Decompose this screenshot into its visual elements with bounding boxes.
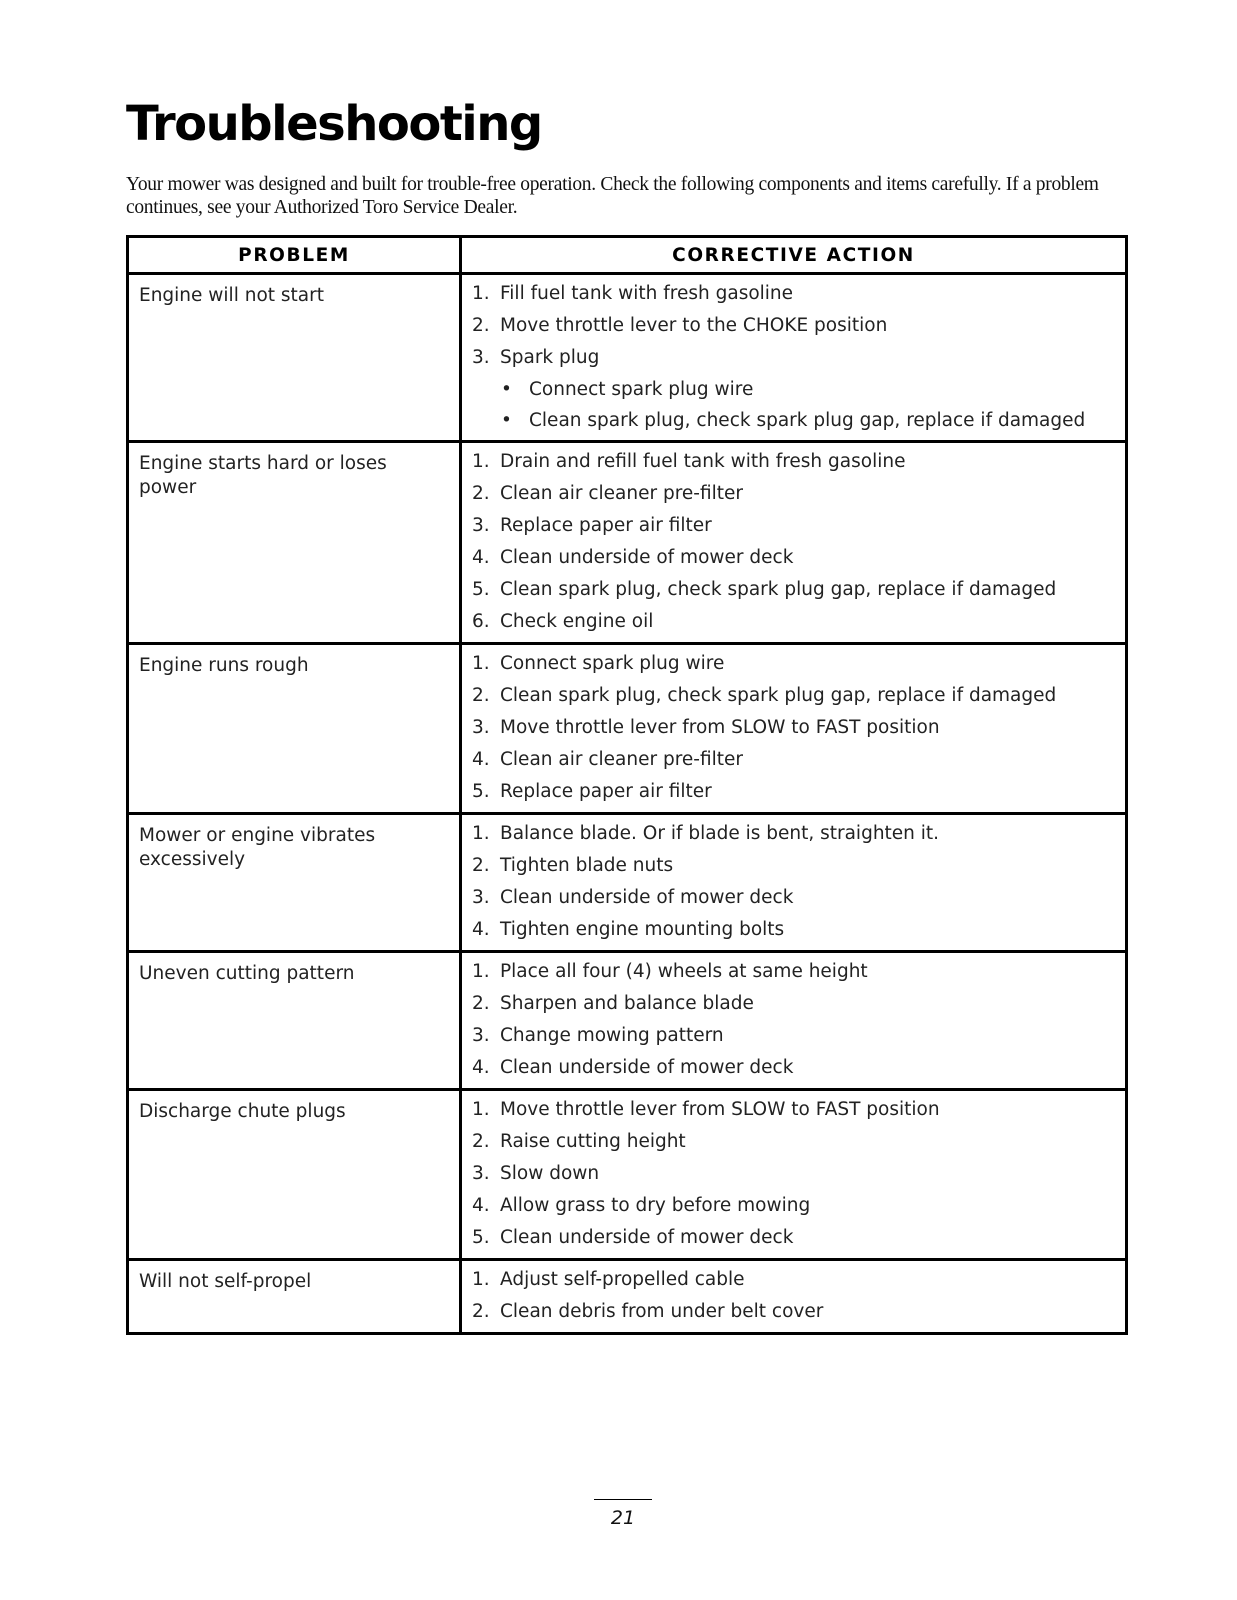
table-row bbox=[128, 644, 1127, 814]
action-bullet bbox=[472, 378, 1115, 409]
action-step bbox=[472, 1226, 1115, 1258]
step-number: 3. bbox=[472, 887, 490, 908]
step-number: 2. bbox=[472, 685, 490, 706]
step-number: 3. bbox=[472, 1163, 490, 1184]
step-text: Replace paper air filter bbox=[500, 515, 712, 536]
step-text: Tighten blade nuts bbox=[500, 855, 674, 876]
step-text: Clean spark plug, check spark plug gap, replace if damaged bbox=[500, 685, 1057, 706]
step-text: Clean underside of mower deck bbox=[500, 547, 794, 568]
step-number: 2. bbox=[472, 1131, 490, 1152]
table-header-row bbox=[128, 237, 1127, 274]
step-number: 3. bbox=[472, 717, 490, 738]
step-text: Sharpen and balance blade bbox=[500, 993, 754, 1014]
step-text: Fill fuel tank with fresh gasoline bbox=[500, 283, 794, 304]
action-step bbox=[472, 652, 1115, 684]
step-number: 4. bbox=[472, 547, 490, 568]
problem-column-header: PROBLEM bbox=[128, 237, 461, 274]
action-step bbox=[472, 1024, 1115, 1056]
step-number: 4. bbox=[472, 1195, 490, 1216]
action-step bbox=[472, 1268, 1115, 1300]
corrective-action-column-header: CORRECTIVE ACTION bbox=[461, 237, 1127, 274]
page-title: Troubleshooting bbox=[126, 96, 542, 152]
problem-cell: Discharge chute plugs bbox=[128, 1090, 461, 1260]
troubleshooting-table bbox=[126, 235, 1128, 1335]
table-row bbox=[128, 1260, 1127, 1334]
step-number: 1. bbox=[472, 653, 490, 674]
step-number: 1. bbox=[472, 1099, 490, 1120]
step-text: Clean underside of mower deck bbox=[500, 1227, 794, 1248]
action-step bbox=[472, 684, 1115, 716]
step-number: 2. bbox=[472, 483, 490, 504]
action-step bbox=[472, 450, 1115, 482]
action-step bbox=[472, 780, 1115, 812]
step-text: Place all four (4) wheels at same height bbox=[500, 961, 868, 982]
step-number: 1. bbox=[472, 823, 490, 844]
action-step bbox=[472, 314, 1115, 346]
action-cell bbox=[461, 814, 1127, 952]
step-text: Move throttle lever from SLOW to FAST position bbox=[500, 1099, 940, 1120]
action-step bbox=[472, 282, 1115, 314]
action-step bbox=[472, 1194, 1115, 1226]
action-step bbox=[472, 482, 1115, 514]
step-text: Raise cutting height bbox=[500, 1131, 686, 1152]
action-cell bbox=[461, 952, 1127, 1090]
action-step bbox=[472, 346, 1115, 378]
step-text: Drain and refill fuel tank with fresh gasoline bbox=[500, 451, 906, 472]
intro-paragraph: Your mower was designed and built for trouble-free operation. Check the following components and items carefully. If a problem continues, see your Authorized Toro Service Dealer. bbox=[126, 174, 1099, 218]
step-number: 6. bbox=[472, 611, 490, 632]
bullet-text: Clean spark plug, check spark plug gap, replace if damaged bbox=[529, 410, 1086, 431]
step-text: Clean air cleaner pre-filter bbox=[500, 483, 744, 504]
step-text: Connect spark plug wire bbox=[500, 653, 725, 674]
step-number: 5. bbox=[472, 1227, 490, 1248]
step-text: Clean spark plug, check spark plug gap, replace if damaged bbox=[500, 579, 1057, 600]
action-step bbox=[472, 1130, 1115, 1162]
step-text: Check engine oil bbox=[500, 611, 654, 632]
step-number: 2. bbox=[472, 993, 490, 1014]
action-step bbox=[472, 1162, 1115, 1194]
problem-cell: Engine starts hard or loses power bbox=[128, 442, 461, 644]
action-step bbox=[472, 1056, 1115, 1088]
action-cell bbox=[461, 442, 1127, 644]
bullet-icon: • bbox=[501, 410, 512, 431]
action-step bbox=[472, 546, 1115, 578]
table-row bbox=[128, 952, 1127, 1090]
action-step bbox=[472, 514, 1115, 546]
action-step bbox=[472, 1098, 1115, 1130]
step-text: Clean air cleaner pre-filter bbox=[500, 749, 744, 770]
problem-cell: Will not self-propel bbox=[128, 1260, 461, 1334]
step-number: 2. bbox=[472, 315, 490, 336]
action-cell bbox=[461, 644, 1127, 814]
step-number: 4. bbox=[472, 749, 490, 770]
step-number: 2. bbox=[472, 855, 490, 876]
action-step bbox=[472, 822, 1115, 854]
step-text: Tighten engine mounting bolts bbox=[500, 919, 785, 940]
step-number: 1. bbox=[472, 1269, 490, 1290]
step-number: 1. bbox=[472, 451, 490, 472]
action-step bbox=[472, 578, 1115, 610]
step-number: 4. bbox=[472, 1057, 490, 1078]
step-text: Move throttle lever from SLOW to FAST position bbox=[500, 717, 940, 738]
step-text: Clean underside of mower deck bbox=[500, 1057, 794, 1078]
action-step bbox=[472, 610, 1115, 642]
bullet-icon: • bbox=[501, 379, 512, 400]
table-row bbox=[128, 1090, 1127, 1260]
step-text: Clean debris from under belt cover bbox=[500, 1301, 824, 1322]
bullet-text: Connect spark plug wire bbox=[529, 379, 754, 400]
table-row bbox=[128, 274, 1127, 442]
action-cell bbox=[461, 1260, 1127, 1334]
action-cell bbox=[461, 1090, 1127, 1260]
step-number: 5. bbox=[472, 579, 490, 600]
action-step bbox=[472, 992, 1115, 1024]
page-number-rule bbox=[594, 1499, 652, 1500]
step-number: 3. bbox=[472, 1025, 490, 1046]
problem-cell: Engine will not start bbox=[128, 274, 461, 442]
page-number: 21 bbox=[610, 1507, 636, 1529]
step-text: Change mowing pattern bbox=[500, 1025, 724, 1046]
step-text: Balance blade. Or if blade is bent, straighten it. bbox=[500, 823, 940, 844]
step-text: Move throttle lever to the CHOKE position bbox=[500, 315, 888, 336]
step-number: 4. bbox=[472, 919, 490, 940]
action-step bbox=[472, 886, 1115, 918]
action-step bbox=[472, 716, 1115, 748]
table-row bbox=[128, 442, 1127, 644]
action-step bbox=[472, 1300, 1115, 1332]
problem-cell: Uneven cutting pattern bbox=[128, 952, 461, 1090]
step-number: 1. bbox=[472, 283, 490, 304]
action-bullet bbox=[472, 409, 1115, 440]
step-text: Allow grass to dry before mowing bbox=[500, 1195, 811, 1216]
problem-cell: Engine runs rough bbox=[128, 644, 461, 814]
step-text: Replace paper air filter bbox=[500, 781, 712, 802]
step-number: 1. bbox=[472, 961, 490, 982]
step-text: Spark plug bbox=[500, 347, 600, 368]
action-step bbox=[472, 748, 1115, 780]
step-number: 2. bbox=[472, 1301, 490, 1322]
step-text: Clean underside of mower deck bbox=[500, 887, 794, 908]
table-row bbox=[128, 814, 1127, 952]
action-step bbox=[472, 918, 1115, 950]
action-step bbox=[472, 854, 1115, 886]
step-text: Slow down bbox=[500, 1163, 600, 1184]
problem-cell: Mower or engine vibrates excessively bbox=[128, 814, 461, 952]
step-text: Adjust self-propelled cable bbox=[500, 1269, 745, 1290]
action-step bbox=[472, 960, 1115, 992]
action-cell bbox=[461, 274, 1127, 442]
step-number: 3. bbox=[472, 515, 490, 536]
step-number: 5. bbox=[472, 781, 490, 802]
step-number: 3. bbox=[472, 347, 490, 368]
